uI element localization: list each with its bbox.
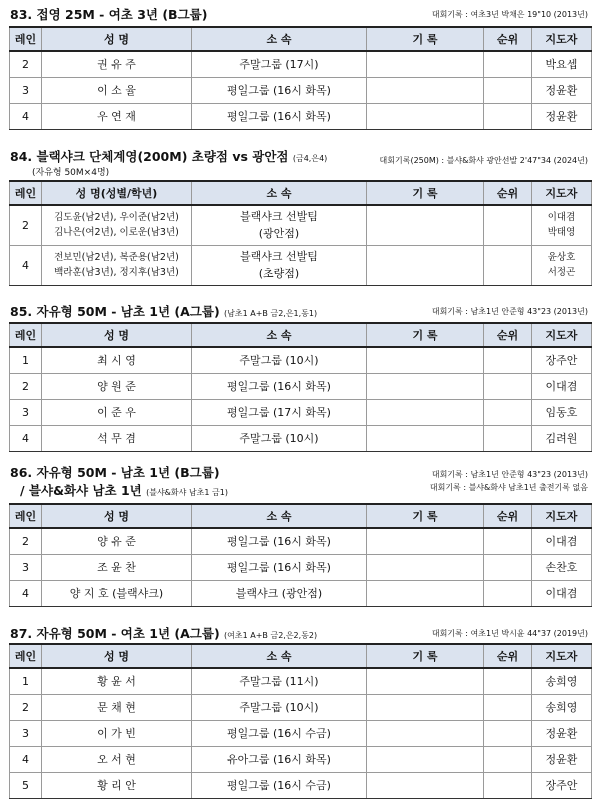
header-record: 기 록 (367, 323, 484, 347)
name-cell: 양 원 준 (42, 373, 192, 399)
record-cell (367, 103, 484, 129)
lane-cell: 1 (10, 347, 42, 373)
team-cell: 평일그룹 (16시 화목) (192, 554, 367, 580)
coach-cell: 송희영 (532, 668, 592, 694)
table-row (10, 425, 592, 451)
header-name: 성 명 (42, 644, 192, 668)
table-row (10, 668, 592, 694)
name-line: 백라훈(남3년), 정지후(남3년) (54, 267, 179, 278)
rank-cell (484, 205, 532, 245)
event-85-medals: (남초1 A+B 금2,은1,동1) (224, 309, 318, 318)
table-header-row (10, 644, 592, 668)
event-86-table (9, 503, 592, 607)
table-row (10, 746, 592, 772)
event-84-medals: (금4,은4) (292, 154, 328, 163)
table-row (10, 245, 592, 285)
team-cell: 평일그룹 (16시 화목) (192, 528, 367, 554)
record-cell (367, 720, 484, 746)
event-84-title (10, 147, 327, 165)
header-team: 소 속 (192, 27, 367, 51)
rank-cell (484, 77, 532, 103)
table-row (10, 77, 592, 103)
coach-cell: 손찬호 (532, 554, 592, 580)
header-coach: 지도자 (532, 181, 592, 205)
record-cell (367, 580, 484, 606)
coach-line: 윤상호 (547, 252, 576, 263)
coach-line: 서정곤 (547, 267, 576, 278)
team-line: 블랙샤크 선발팀 (240, 210, 318, 224)
event-86-medals: (블샤&화샤 남초1 금1) (146, 488, 228, 497)
header-record: 기 록 (367, 644, 484, 668)
header-team: 소 속 (192, 323, 367, 347)
event-87-medals: (여초1 A+B 금2,은2,동2) (224, 631, 318, 640)
name-cell: 문 채 현 (42, 694, 192, 720)
header-lane: 레인 (10, 181, 42, 205)
lane-cell: 3 (10, 720, 42, 746)
coach-cell: 이대겸 (532, 528, 592, 554)
rank-cell (484, 245, 532, 285)
lane-cell: 4 (10, 245, 42, 285)
event-83-title: 83. 접영 25M - 여초 3년 (B그룹) (10, 7, 208, 22)
name-cell: 권 유 주 (42, 51, 192, 77)
coach-cell: 장주안 (532, 772, 592, 798)
event-87-title-text: 87. 자유형 50M - 여초 1년 (A그룹) (10, 626, 220, 641)
header-team: 소 속 (192, 504, 367, 528)
table-row (10, 347, 592, 373)
record-cell (367, 77, 484, 103)
event-87-record: 대회기록 : 여초1년 박시윤 44"37 (2019년) (431, 629, 588, 638)
event-86-record: 대회기록 : 남초1년 안준형 43"23 (2013년) (431, 470, 588, 479)
rank-cell (484, 51, 532, 77)
rank-cell (484, 399, 532, 425)
record-cell (367, 554, 484, 580)
table-row (10, 772, 592, 798)
name-line: 김도윤(남2년), 우이준(남2년) (54, 212, 179, 224)
coach-cell: 임동호 (532, 399, 592, 425)
table-row (10, 399, 592, 425)
name-cell: 이 준 우 (42, 399, 192, 425)
event-86-title: 86. 자유형 50M - 남초 1년 (B그룹) (10, 465, 220, 480)
name-cell: 양 유 준 (42, 528, 192, 554)
lane-cell: 2 (10, 528, 42, 554)
table-row (10, 51, 592, 77)
event-86-line2-text: / 블샤&화샤 남초 1년 (20, 483, 142, 498)
record-cell (367, 528, 484, 554)
table-row (10, 694, 592, 720)
table-row (10, 580, 592, 606)
table-row (10, 720, 592, 746)
team-cell: 주말그룹 (10시) (192, 694, 367, 720)
name-line: 김나은(여2년), 이로운(남3년) (54, 227, 179, 239)
team-cell: 주말그룹 (10시) (192, 347, 367, 373)
header-rank: 순위 (484, 504, 532, 528)
team-cell: 평일그룹 (16시 화목) (192, 77, 367, 103)
record-cell (367, 399, 484, 425)
rank-cell (484, 347, 532, 373)
lane-cell: 3 (10, 77, 42, 103)
event-86-record2: 대회기록 : 블샤&화샤 남초1년 출전기록 없음 (429, 483, 588, 492)
rank-cell (484, 668, 532, 694)
coach-cell: 이대겸 (532, 373, 592, 399)
header-lane: 레인 (10, 644, 42, 668)
rank-cell (484, 746, 532, 772)
rank-cell (484, 580, 532, 606)
event-84-table (9, 180, 592, 286)
event-86-title-line2 (20, 481, 228, 499)
coach-cell: 정윤환 (532, 77, 592, 103)
table-header-row (10, 323, 592, 347)
lane-cell: 3 (10, 399, 42, 425)
coach-cell: 김려원 (532, 425, 592, 451)
team-cell (192, 205, 367, 245)
lane-cell: 2 (10, 373, 42, 399)
event-84-title-text: 84. 블랙샤크 단체계영(200M) 초량점 vs 광안점 (10, 149, 289, 164)
team-line: (광안점) (258, 227, 300, 241)
lane-cell: 3 (10, 554, 42, 580)
coach-cell: 정윤환 (532, 720, 592, 746)
name-cell: 양 지 호 (블랙샤크) (42, 580, 192, 606)
header-record: 기 록 (367, 504, 484, 528)
header-coach: 지도자 (532, 323, 592, 347)
rank-cell (484, 373, 532, 399)
event-83-table (9, 26, 592, 130)
name-cell (42, 205, 192, 245)
name-cell: 이 가 빈 (42, 720, 192, 746)
name-cell: 이 소 율 (42, 77, 192, 103)
record-cell (367, 694, 484, 720)
event-84-record: 대회기록(250M) : 블샤&화샤 광안선발 2'47"34 (2024년) (379, 156, 588, 165)
event-87-table (9, 643, 592, 799)
record-cell (367, 425, 484, 451)
event-85-table (9, 322, 592, 452)
lane-cell: 2 (10, 694, 42, 720)
table-row (10, 528, 592, 554)
coach-cell: 장주안 (532, 347, 592, 373)
name-cell: 오 서 현 (42, 746, 192, 772)
table-row (10, 373, 592, 399)
header-team: 소 속 (192, 644, 367, 668)
table-row (10, 205, 592, 245)
team-cell: 평일그룹 (16시 화목) (192, 373, 367, 399)
table-header-row (10, 504, 592, 528)
lane-cell: 5 (10, 772, 42, 798)
name-cell: 최 시 영 (42, 347, 192, 373)
rank-cell (484, 103, 532, 129)
name-cell: 석 무 겸 (42, 425, 192, 451)
header-name: 성 명 (42, 504, 192, 528)
header-coach: 지도자 (532, 644, 592, 668)
header-record: 기 록 (367, 181, 484, 205)
team-cell (192, 245, 367, 285)
team-cell: 평일그룹 (16시 화목) (192, 103, 367, 129)
lane-cell: 4 (10, 425, 42, 451)
header-rank: 순위 (484, 644, 532, 668)
header-coach: 지도자 (532, 27, 592, 51)
coach-cell (532, 245, 592, 285)
lane-cell: 4 (10, 580, 42, 606)
header-lane: 레인 (10, 323, 42, 347)
record-cell (367, 772, 484, 798)
table-row (10, 103, 592, 129)
coach-cell (532, 205, 592, 245)
coach-cell: 이대겸 (532, 580, 592, 606)
team-cell: 평일그룹 (16시 수금) (192, 720, 367, 746)
rank-cell (484, 694, 532, 720)
record-cell (367, 245, 484, 285)
header-record: 기 록 (367, 27, 484, 51)
team-cell: 주말그룹 (11시) (192, 668, 367, 694)
coach-cell: 정윤환 (532, 746, 592, 772)
header-rank: 순위 (484, 181, 532, 205)
event-84-paren: (자유형 50M×4명) (32, 168, 110, 178)
team-line: (초량점) (258, 267, 300, 280)
event-87-title (10, 624, 317, 642)
team-cell: 주말그룹 (17시) (192, 51, 367, 77)
record-cell (367, 746, 484, 772)
lane-cell: 4 (10, 746, 42, 772)
header-rank: 순위 (484, 323, 532, 347)
header-lane: 레인 (10, 27, 42, 51)
coach-line: 박태영 (547, 227, 576, 239)
lane-cell: 1 (10, 668, 42, 694)
header-team: 소 속 (192, 181, 367, 205)
record-cell (367, 205, 484, 245)
name-line: 전보민(남2년), 복준용(남2년) (54, 252, 179, 263)
rank-cell (484, 528, 532, 554)
team-cell: 유아그룹 (16시 화목) (192, 746, 367, 772)
name-cell: 조 윤 찬 (42, 554, 192, 580)
record-cell (367, 668, 484, 694)
header-name: 성 명(성별/학년) (42, 181, 192, 205)
name-cell: 황 윤 서 (42, 668, 192, 694)
name-cell: 황 리 안 (42, 772, 192, 798)
coach-cell: 박요셉 (532, 51, 592, 77)
event-85-title-text: 85. 자유형 50M - 남초 1년 (A그룹) (10, 304, 220, 319)
header-lane: 레인 (10, 504, 42, 528)
rank-cell (484, 425, 532, 451)
rank-cell (484, 772, 532, 798)
record-cell (367, 51, 484, 77)
event-83-record: 대회기록 : 여초3년 박채은 19"10 (2013년) (431, 10, 588, 19)
table-header-row (10, 27, 592, 51)
header-rank: 순위 (484, 27, 532, 51)
lane-cell: 2 (10, 205, 42, 245)
team-cell: 주말그룹 (10시) (192, 425, 367, 451)
header-coach: 지도자 (532, 504, 592, 528)
header-name: 성 명 (42, 323, 192, 347)
rank-cell (484, 554, 532, 580)
coach-cell: 송희영 (532, 694, 592, 720)
team-line: 블랙샤크 선발팀 (240, 250, 318, 263)
team-cell: 평일그룹 (16시 수금) (192, 772, 367, 798)
rank-cell (484, 720, 532, 746)
table-row (10, 554, 592, 580)
lane-cell: 2 (10, 51, 42, 77)
team-cell: 평일그룹 (17시 화목) (192, 399, 367, 425)
event-85-record: 대회기록 : 남초1년 안준형 43"23 (2013년) (431, 307, 588, 316)
coach-cell: 정윤환 (532, 103, 592, 129)
record-cell (367, 373, 484, 399)
record-cell (367, 347, 484, 373)
coach-line: 이대겸 (547, 212, 576, 224)
lane-cell: 4 (10, 103, 42, 129)
event-85-title (10, 302, 317, 320)
team-cell: 블랙샤크 (광안점) (192, 580, 367, 606)
header-name: 성 명 (42, 27, 192, 51)
name-cell: 우 연 재 (42, 103, 192, 129)
table-header-row (10, 181, 592, 205)
name-cell (42, 245, 192, 285)
